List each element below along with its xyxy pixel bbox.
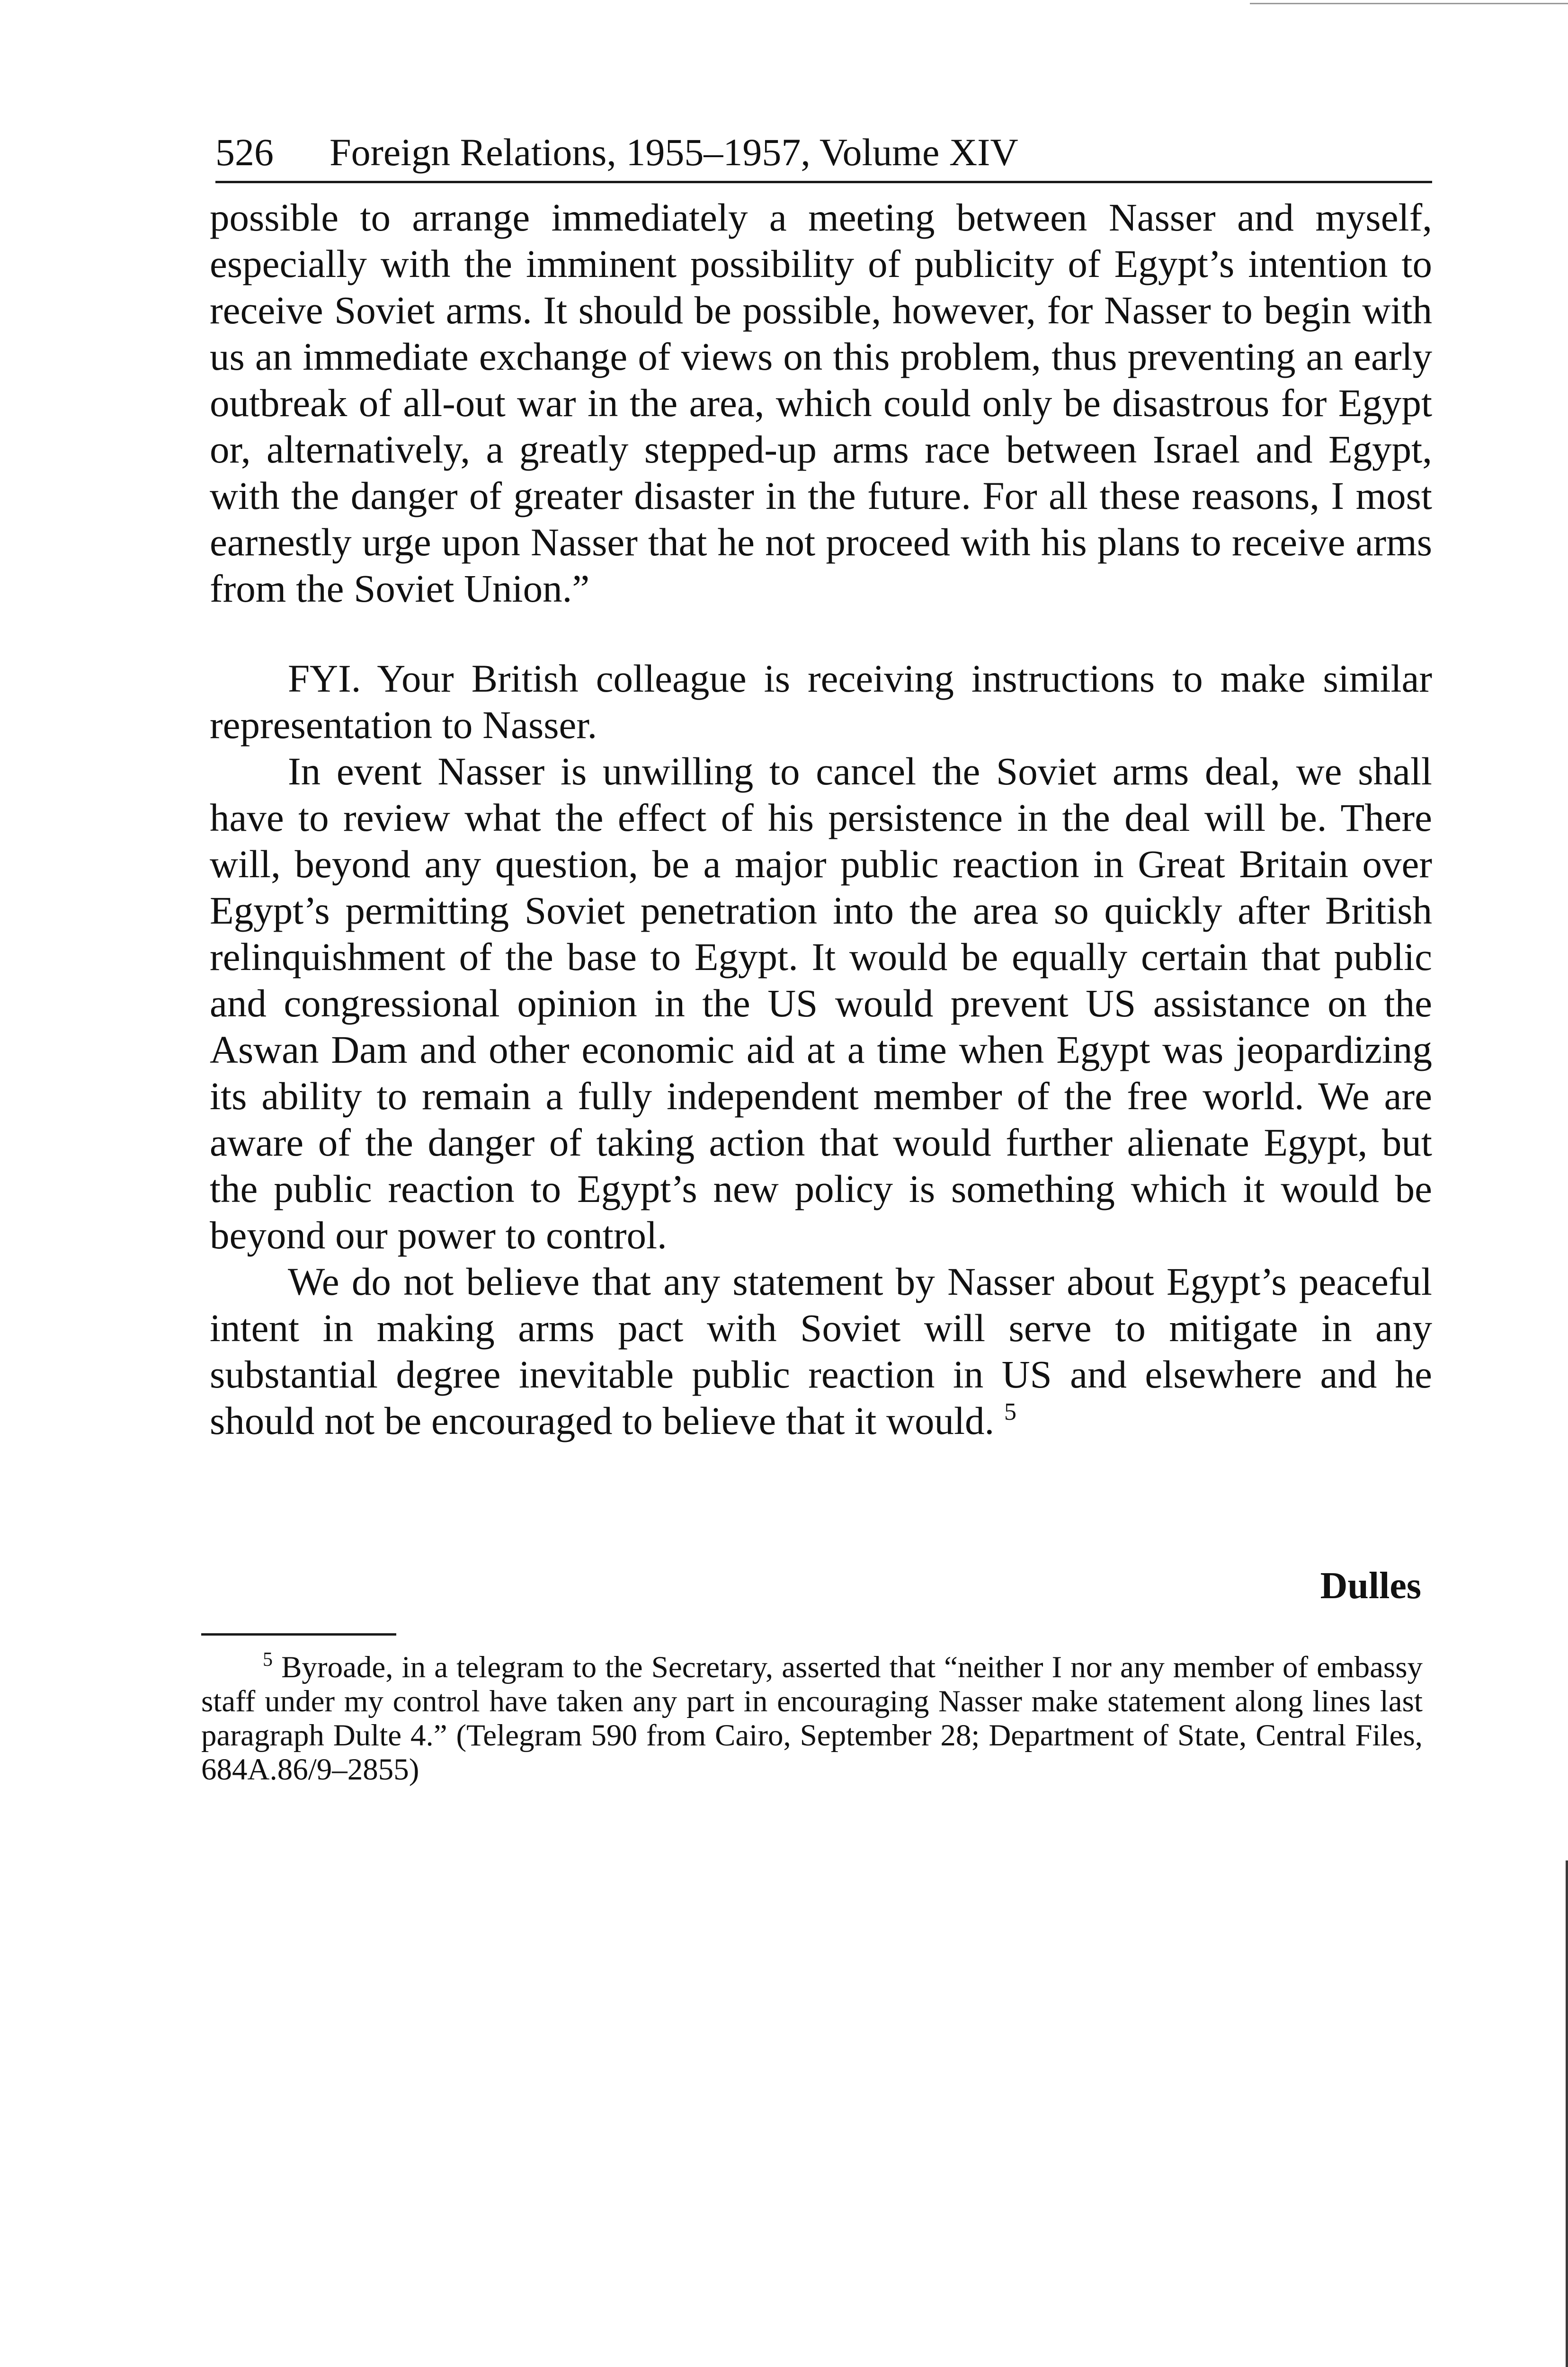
footnote-reference: 5 [1004,1398,1017,1425]
footnote-divider [201,1633,396,1636]
page-header [215,124,1432,183]
signature: Dulles [1320,1565,1421,1607]
document-body [210,194,1432,1444]
footnote-marker: 5 [263,1649,273,1671]
body-paragraph-2: FYI. Your British colleague is receiving instructions to make similar representation to Nasser. [210,657,1432,747]
footnote-text: Byroade, in a telegram to the Secretary, asserted that “neither I nor any member of embassy staff under my control have taken any part in encouraging Nasser make statement along lines last paragraph Dulte 4.” (Telegram 590 from Cairo, September 28; Department of State, Central Files, 684A.86/9–2855) [201,1650,1423,1787]
body-paragraph-4-text: We do not believe that any statement by Nasser about Egypt’s peaceful intent in making arms pact with Soviet will serve to mitigate in any substantial degree inevitable public reaction in US and elsewhere and he should not be encouraged to believe that it would. [210,1260,1432,1442]
footnote [201,1650,1423,1787]
body-paragraph-1: possible to arrange immediately a meeting between Nasser and myself, especially with the imminent possibility of publicity of Egypt’s intention to receive Soviet arms. It should be possible, however, for Nasser to begin with us an immediate exchange of views on this problem, thus preventing an early outbreak of all-out war in the area, which could only be disastrous for Egypt or, alternatively, a greatly stepped-up arms race between Israel and Egypt, with the danger of greater disaster in the future. For all these reasons, I most earnestly urge upon Nasser that he not proceed with his plans to receive arms from the Soviet Union.” [210,196,1432,610]
page-number: 526 [215,131,274,174]
body-paragraph-3: In event Nasser is unwilling to cancel the Soviet arms deal, we shall have to review what the effect of his persistence in the deal will be. There will, beyond any question, be a major public reaction in Great Britain over Egypt’s permitting Soviet penetration into the area so quickly after British relinquishment of the base to Egypt. It would be equally certain that public and congressional opinion in the US would prevent US assistance on the Aswan Dam and other economic aid at a time when Egypt was jeopardizing its ability to remain a fully independent member of the free world. We are aware of the danger of taking action that would further alienate Egypt, but the public reaction to Egypt’s new policy is something which it would be beyond our power to control. [210,749,1432,1257]
footnote-paragraph [201,1650,1423,1787]
body-paragraph-4 [210,1258,1432,1444]
scan-edge-right [1566,1860,1568,2367]
running-title: Foreign Relations, 1955–1957, Volume XIV [330,131,1018,174]
scan-edge-top [1250,3,1568,4]
